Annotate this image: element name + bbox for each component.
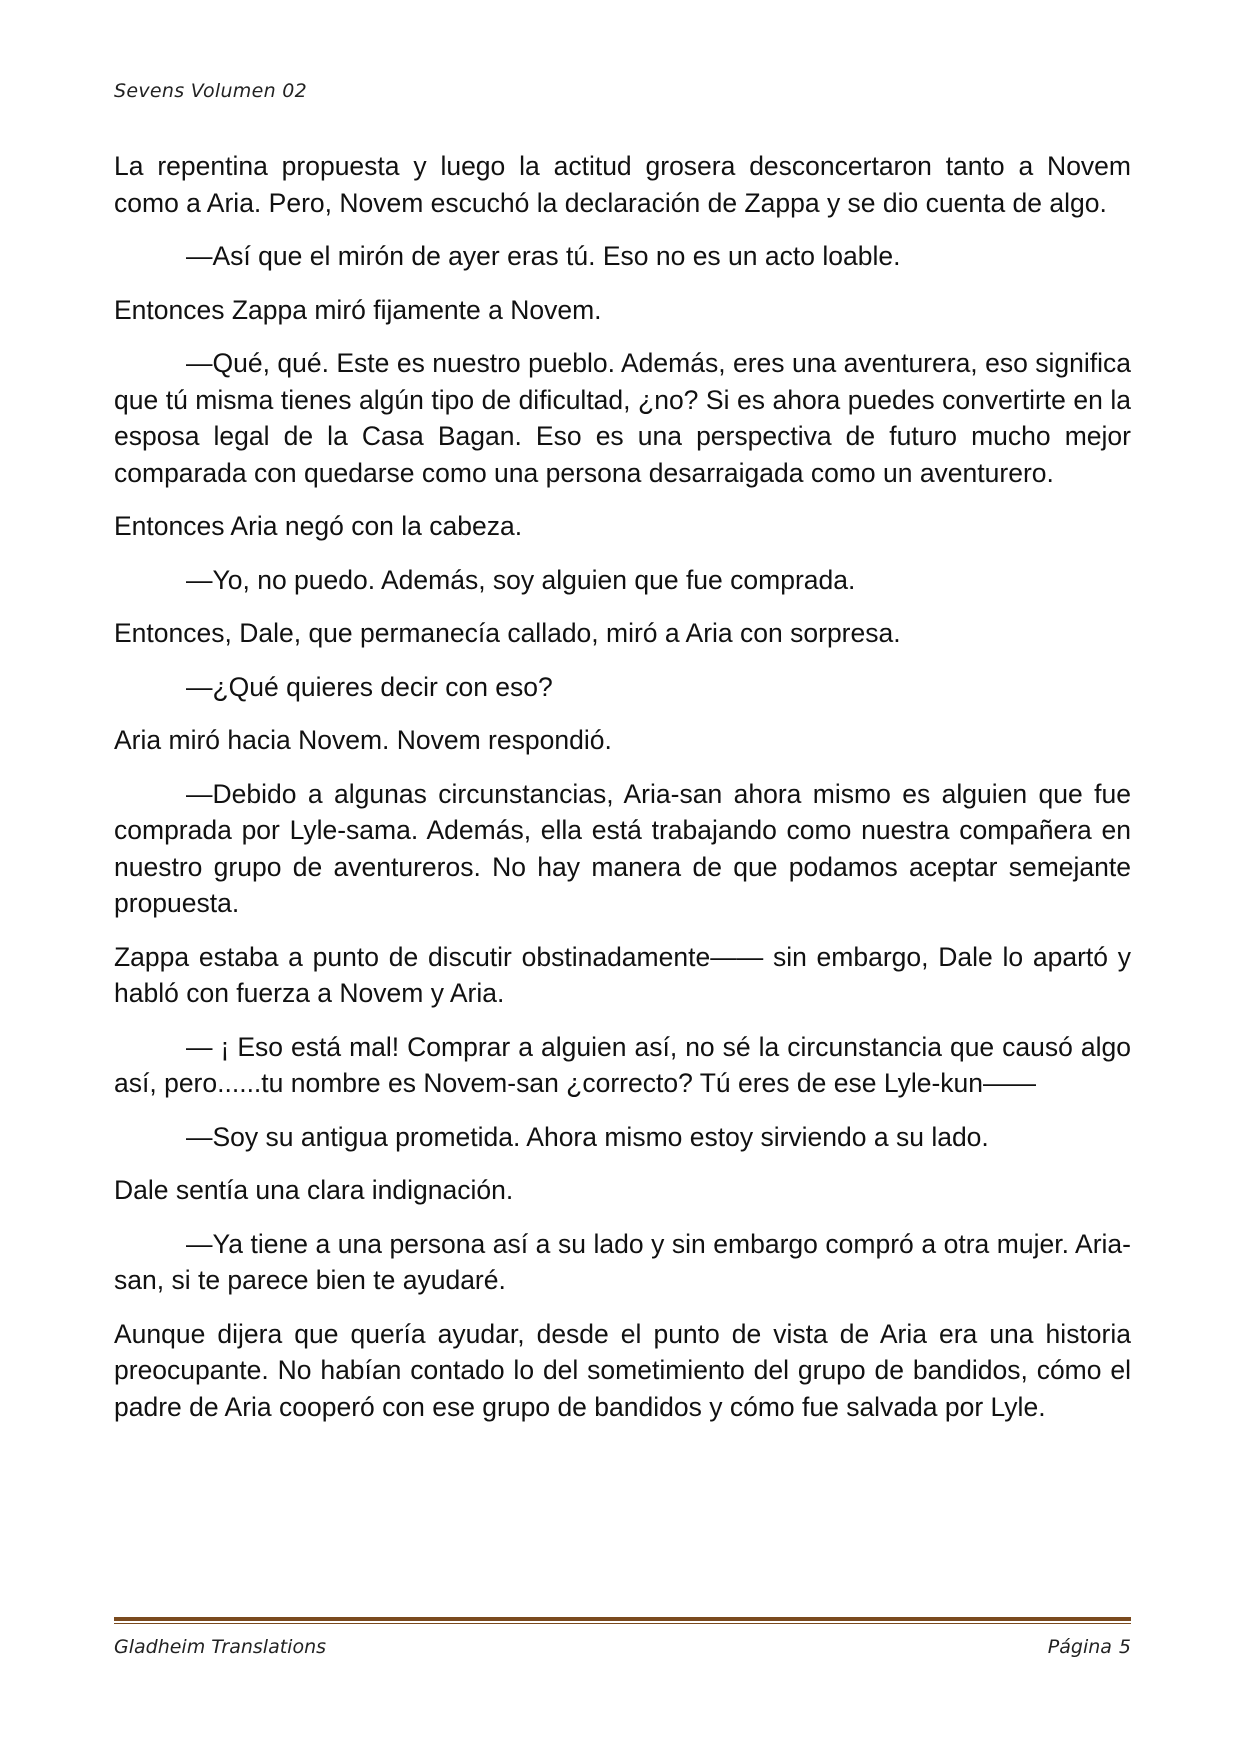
paragraph-dialog: —Así que el mirón de ayer eras tú. Eso no es un acto loable. — [186, 241, 901, 271]
paragraph-narration: Zappa estaba a punto de discutir obstinadamente—— sin embargo, Dale lo apartó y habló con fuerza a Novem y Aria. — [114, 941, 1131, 1008]
page-label: Página — [1047, 1636, 1112, 1658]
paragraph-narration: La repentina propuesta y luego la actitud grosera desconcertaron tanto a Novem como a Aria. Pero, Novem escuchó la declaración de Zappa y se dio cuenta de algo. — [114, 151, 1131, 218]
paragraph-narration: Aunque dijera que quería ayudar, desde el punto de vista de Aria era una historia preocupante. No habían contado lo del sometimiento del grupo de bandidos, cómo el padre de Aria cooperó con ese grupo de bandidos y cómo fue salvada por Lyle. — [114, 1318, 1131, 1422]
paragraph-narration: Entonces Aria negó con la cabeza. — [114, 511, 523, 541]
footer-divider-thin — [114, 1623, 1131, 1624]
paragraph-dialog: —¿Qué quieres decir con eso? — [186, 671, 553, 702]
paragraph-dialog: —Soy su antigua prometida. Ahora mismo estoy sirviendo a su lado. — [186, 1121, 989, 1152]
paragraph-dialog: —Qué, qué. Este es nuestro pueblo. Además, eres una aventurera, eso significa que tú misma tienes algún tipo de dificultad, ¿no? Si es ahora puedes convertirte en la esposa legal de la Casa Bagan. Eso es una perspectiva de futuro mucho mejor comparada con quedarse como una persona desarraigada como un aventurero. — [114, 348, 1131, 488]
paragraph-dialog: —Ya tiene a una persona así a su lado y sin embargo compró a otra mujer. Aria-san, si te parece bien te ayudaré. — [114, 1228, 1131, 1295]
footer-publisher: Gladheim Translations — [114, 1636, 327, 1658]
page-number: 5 — [1118, 1636, 1131, 1658]
paragraph-dialog: —Yo, no puedo. Además, soy alguien que fue comprada. — [186, 564, 856, 595]
paragraph-narration: Aria miró hacia Novem. Novem respondió. — [114, 725, 612, 755]
paragraph-dialog: —Debido a algunas circunstancias, Aria-san ahora mismo es alguien que fue comprada por Lyle-sama. Además, ella está trabajando como nuestra compañera en nuestro grupo de aventureros. No hay manera de que podamos aceptar semejante propuesta. — [114, 778, 1131, 918]
footer-divider — [114, 1617, 1131, 1624]
paragraph-narration: Dale sentía una clara indignación. — [114, 1175, 514, 1205]
page-header-title: Sevens Volumen 02 — [114, 80, 308, 102]
body-text — [114, 148, 1131, 1442]
paragraph-narration: Entonces Zappa miró fijamente a Novem. — [114, 294, 602, 325]
paragraph-narration: Entonces, Dale, que permanecía callado, miró a Aria con sorpresa. — [114, 618, 901, 648]
footer-page-number — [1048, 1636, 1131, 1658]
paragraph-dialog: — ¡ Eso está mal! Comprar a alguien así, no sé la circunstancia que causó algo así, pero......tu nombre es Novem-san ¿correcto? Tú eres de ese Lyle-kun—— — [114, 1031, 1131, 1098]
